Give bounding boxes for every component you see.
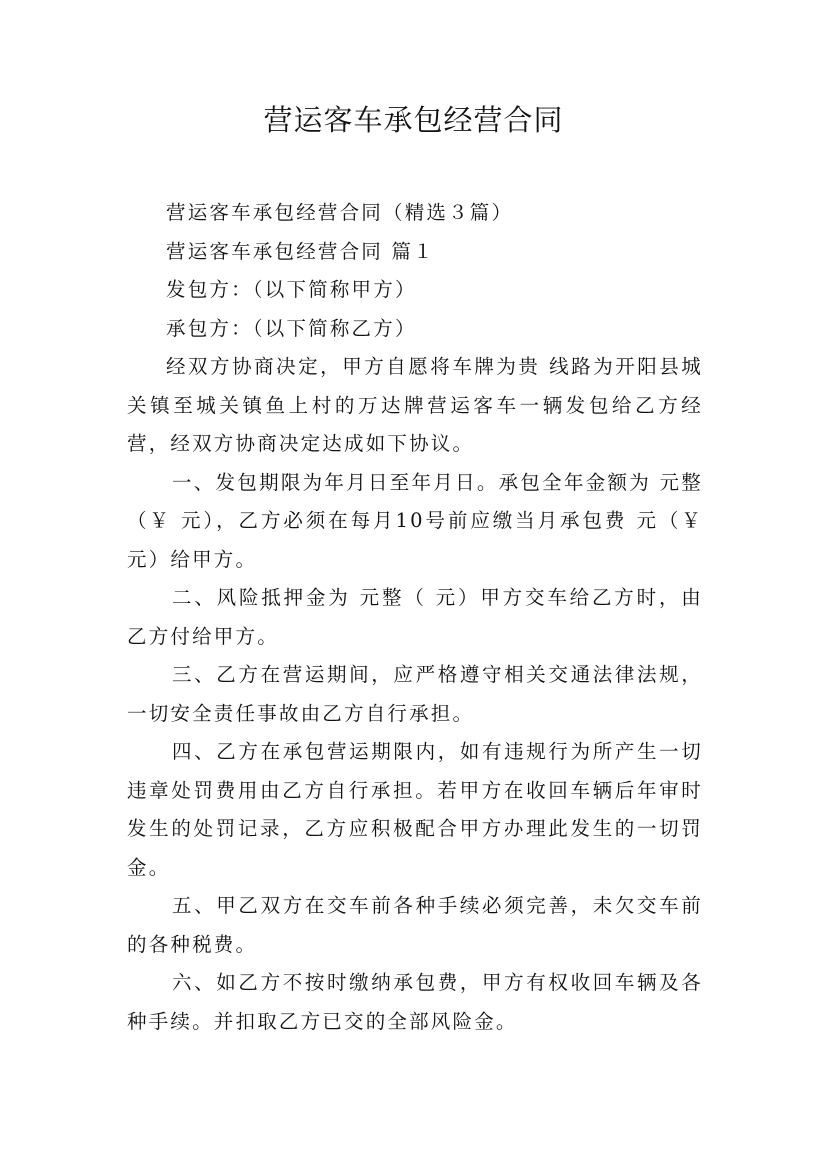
paragraph-clause-6: 六、如乙方不按时缴纳承包费，甲方有权收回车辆及各种手续。并扣取乙方已交的全部风险金。 — [127, 971, 703, 1033]
paragraph-section-heading: 营运客车承包经营合同 篇１ — [166, 239, 435, 263]
paragraph-clause-4: 四、乙方在承包营运期限内，如有违规行为所产生一切违章处罚费用由乙方自行承担。若甲方在收回车辆后年审时发生的处罚记录，乙方应积极配合甲方办理此发生的一切罚金。 — [127, 740, 703, 879]
paragraph-clause-5: 五、甲乙双方在交车前各种手续必须完善，未欠交车前的各种税费。 — [127, 894, 703, 956]
paragraph-clause-2: 二、风险抵押金为 元整（ 元）甲方交车给乙方时，由乙方付给甲方。 — [127, 586, 703, 648]
document-title: 营运客车承包经营合同 — [263, 103, 564, 137]
paragraph-subtitle: 营运客车承包经营合同（精选３篇） — [166, 201, 514, 224]
document-body — [127, 194, 703, 1041]
paragraph-party-b: 承包方：（以下简称乙方） — [166, 316, 417, 340]
paragraph-clause-3: 三、乙方在营运期间，应严格遵守相关交通法律法规，一切安全责任事故由乙方自行承担。 — [127, 663, 703, 725]
paragraph-intro: 经双方协商决定，甲方自愿将车牌为贵 线路为开阳县城关镇至城关镇鱼上村的万达牌营运客车一辆发包给乙方经营，经双方协商决定达成如下协议。 — [127, 355, 703, 455]
paragraph-party-a: 发包方：（以下简称甲方） — [166, 278, 417, 301]
paragraph-clause-1: 一、发包期限为年月日至年月日。承包全年金额为 元整（￥ 元），乙方必须在每月10号前应缴当月承包费 元（￥ 元）给甲方。 — [127, 470, 703, 571]
